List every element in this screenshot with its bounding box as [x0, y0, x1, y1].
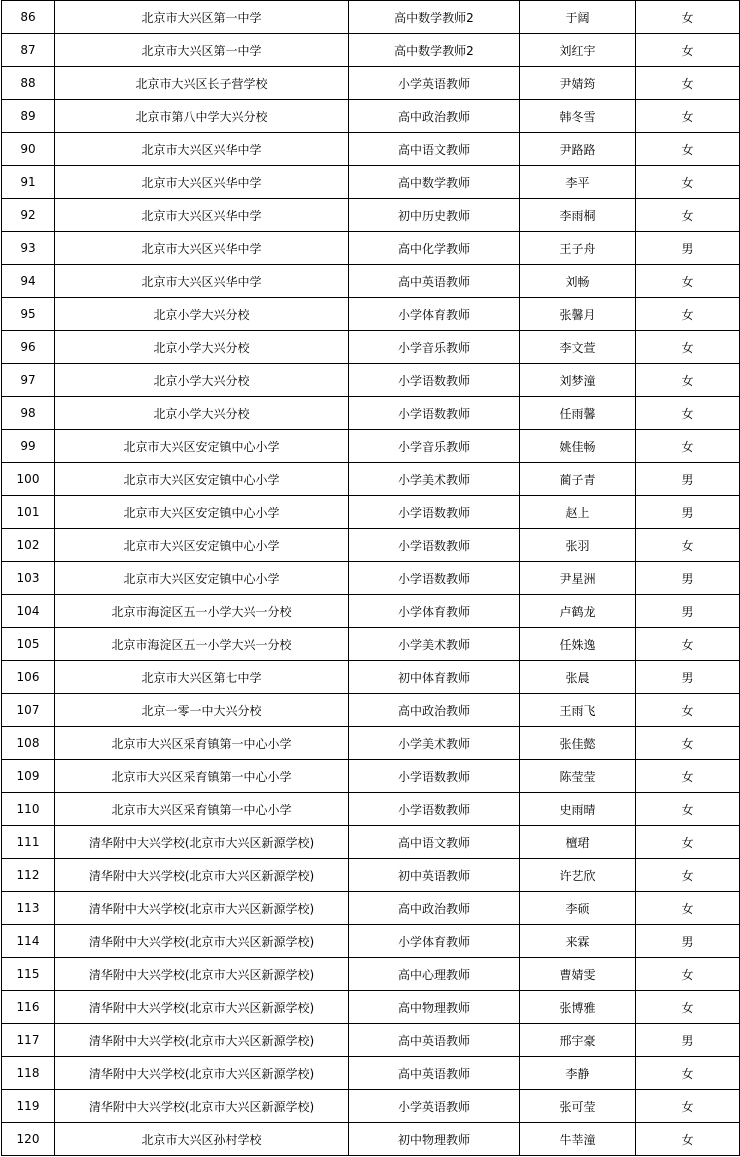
- table-row: [2, 892, 740, 925]
- table-row: [2, 199, 740, 232]
- gender-cell: 女: [636, 397, 740, 430]
- name-cell: 张可莹: [520, 1090, 636, 1123]
- gender-cell: 女: [636, 265, 740, 298]
- row-number-cell: 115: [2, 958, 55, 991]
- school-cell: 北京小学大兴分校: [55, 364, 349, 397]
- name-cell: 刘梦潼: [520, 364, 636, 397]
- name-cell: 赵上: [520, 496, 636, 529]
- name-cell: 张晨: [520, 661, 636, 694]
- gender-cell: 男: [636, 463, 740, 496]
- name-cell: 张羽: [520, 529, 636, 562]
- row-number-cell: 108: [2, 727, 55, 760]
- position-cell: 小学英语教师: [349, 67, 520, 100]
- gender-cell: 女: [636, 793, 740, 826]
- name-cell: 王子舟: [520, 232, 636, 265]
- row-number-cell: 110: [2, 793, 55, 826]
- gender-cell: 女: [636, 430, 740, 463]
- position-cell: 小学语数教师: [349, 793, 520, 826]
- name-cell: 李硕: [520, 892, 636, 925]
- school-cell: 北京市大兴区第一中学: [55, 1, 349, 34]
- table-row: [2, 34, 740, 67]
- table-row: [2, 1, 740, 34]
- name-cell: 任姝逸: [520, 628, 636, 661]
- gender-cell: 女: [636, 1057, 740, 1090]
- position-cell: 高中政治教师: [349, 694, 520, 727]
- table-row: [2, 463, 740, 496]
- row-number-cell: 98: [2, 397, 55, 430]
- row-number-cell: 104: [2, 595, 55, 628]
- position-cell: 高中数学教师: [349, 166, 520, 199]
- school-cell: 北京市大兴区兴华中学: [55, 133, 349, 166]
- row-number-cell: 112: [2, 859, 55, 892]
- table-row: [2, 727, 740, 760]
- gender-cell: 女: [636, 628, 740, 661]
- gender-cell: 女: [636, 34, 740, 67]
- table-row: [2, 1123, 740, 1156]
- school-cell: 北京市第八中学大兴分校: [55, 100, 349, 133]
- table-row: [2, 166, 740, 199]
- table-row: [2, 991, 740, 1024]
- position-cell: 小学语数教师: [349, 496, 520, 529]
- name-cell: 陈莹莹: [520, 760, 636, 793]
- name-cell: 许艺欣: [520, 859, 636, 892]
- position-cell: 高中英语教师: [349, 1057, 520, 1090]
- table-row: [2, 694, 740, 727]
- gender-cell: 女: [636, 892, 740, 925]
- school-cell: 清华附中大兴学校(北京市大兴区新源学校): [55, 991, 349, 1024]
- position-cell: 小学语数教师: [349, 529, 520, 562]
- school-cell: 北京市大兴区长子营学校: [55, 67, 349, 100]
- table-row: [2, 265, 740, 298]
- name-cell: 李平: [520, 166, 636, 199]
- table-row: [2, 628, 740, 661]
- position-cell: 小学语数教师: [349, 760, 520, 793]
- school-cell: 清华附中大兴学校(北京市大兴区新源学校): [55, 859, 349, 892]
- name-cell: 李静: [520, 1057, 636, 1090]
- name-cell: 曹婧雯: [520, 958, 636, 991]
- row-number-cell: 91: [2, 166, 55, 199]
- row-number-cell: 100: [2, 463, 55, 496]
- row-number-cell: 106: [2, 661, 55, 694]
- table-row: [2, 958, 740, 991]
- gender-cell: 女: [636, 727, 740, 760]
- gender-cell: 女: [636, 1, 740, 34]
- position-cell: 初中物理教师: [349, 1123, 520, 1156]
- row-number-cell: 95: [2, 298, 55, 331]
- table-row: [2, 364, 740, 397]
- row-number-cell: 99: [2, 430, 55, 463]
- school-cell: 清华附中大兴学校(北京市大兴区新源学校): [55, 1024, 349, 1057]
- name-cell: 王雨飞: [520, 694, 636, 727]
- row-number-cell: 92: [2, 199, 55, 232]
- school-cell: 北京市大兴区安定镇中心小学: [55, 463, 349, 496]
- school-cell: 北京市大兴区安定镇中心小学: [55, 562, 349, 595]
- teacher-list-table: [1, 0, 740, 1156]
- position-cell: 高中英语教师: [349, 265, 520, 298]
- name-cell: 于阔: [520, 1, 636, 34]
- row-number-cell: 103: [2, 562, 55, 595]
- position-cell: 高中语文教师: [349, 826, 520, 859]
- name-cell: 尹婧筠: [520, 67, 636, 100]
- position-cell: 高中物理教师: [349, 991, 520, 1024]
- name-cell: 刘红宇: [520, 34, 636, 67]
- name-cell: 牛莘潼: [520, 1123, 636, 1156]
- table-row: [2, 793, 740, 826]
- school-cell: 北京市大兴区采育镇第一中心小学: [55, 727, 349, 760]
- school-cell: 北京市大兴区兴华中学: [55, 232, 349, 265]
- table-row: [2, 100, 740, 133]
- row-number-cell: 116: [2, 991, 55, 1024]
- row-number-cell: 89: [2, 100, 55, 133]
- position-cell: 小学音乐教师: [349, 331, 520, 364]
- name-cell: 尹星洲: [520, 562, 636, 595]
- gender-cell: 男: [636, 925, 740, 958]
- school-cell: 清华附中大兴学校(北京市大兴区新源学校): [55, 826, 349, 859]
- name-cell: 张佳懿: [520, 727, 636, 760]
- school-cell: 北京市大兴区采育镇第一中心小学: [55, 793, 349, 826]
- school-cell: 清华附中大兴学校(北京市大兴区新源学校): [55, 925, 349, 958]
- school-cell: 清华附中大兴学校(北京市大兴区新源学校): [55, 1090, 349, 1123]
- table-row: [2, 529, 740, 562]
- row-number-cell: 105: [2, 628, 55, 661]
- row-number-cell: 93: [2, 232, 55, 265]
- name-cell: 蔺子青: [520, 463, 636, 496]
- table-row: [2, 562, 740, 595]
- gender-cell: 女: [636, 1123, 740, 1156]
- position-cell: 高中心理教师: [349, 958, 520, 991]
- school-cell: 北京市大兴区第七中学: [55, 661, 349, 694]
- position-cell: 小学语数教师: [349, 364, 520, 397]
- row-number-cell: 86: [2, 1, 55, 34]
- position-cell: 初中历史教师: [349, 199, 520, 232]
- school-cell: 北京市大兴区孙村学校: [55, 1123, 349, 1156]
- gender-cell: 男: [636, 1024, 740, 1057]
- gender-cell: 女: [636, 826, 740, 859]
- gender-cell: 女: [636, 760, 740, 793]
- gender-cell: 女: [636, 298, 740, 331]
- table-row: [2, 925, 740, 958]
- row-number-cell: 117: [2, 1024, 55, 1057]
- school-cell: 北京市大兴区兴华中学: [55, 166, 349, 199]
- position-cell: 小学语数教师: [349, 562, 520, 595]
- school-cell: 北京市大兴区兴华中学: [55, 265, 349, 298]
- school-cell: 北京市大兴区安定镇中心小学: [55, 496, 349, 529]
- name-cell: 卢鹤龙: [520, 595, 636, 628]
- position-cell: 高中语文教师: [349, 133, 520, 166]
- name-cell: 李雨桐: [520, 199, 636, 232]
- table-body: [2, 1, 740, 1156]
- table-row: [2, 397, 740, 430]
- table-row: [2, 430, 740, 463]
- school-cell: 北京小学大兴分校: [55, 397, 349, 430]
- position-cell: 小学美术教师: [349, 463, 520, 496]
- position-cell: 小学美术教师: [349, 727, 520, 760]
- school-cell: 北京市海淀区五一小学大兴一分校: [55, 628, 349, 661]
- gender-cell: 女: [636, 67, 740, 100]
- school-cell: 清华附中大兴学校(北京市大兴区新源学校): [55, 958, 349, 991]
- name-cell: 刘畅: [520, 265, 636, 298]
- position-cell: 高中政治教师: [349, 100, 520, 133]
- school-cell: 北京一零一中大兴分校: [55, 694, 349, 727]
- row-number-cell: 114: [2, 925, 55, 958]
- school-cell: 北京市大兴区第一中学: [55, 34, 349, 67]
- gender-cell: 女: [636, 199, 740, 232]
- school-cell: 北京市大兴区安定镇中心小学: [55, 529, 349, 562]
- gender-cell: 女: [636, 694, 740, 727]
- name-cell: 李文萱: [520, 331, 636, 364]
- position-cell: 小学语数教师: [349, 397, 520, 430]
- name-cell: 张馨月: [520, 298, 636, 331]
- school-cell: 北京市大兴区安定镇中心小学: [55, 430, 349, 463]
- school-cell: 清华附中大兴学校(北京市大兴区新源学校): [55, 1057, 349, 1090]
- position-cell: 高中数学教师2: [349, 1, 520, 34]
- school-cell: 北京小学大兴分校: [55, 298, 349, 331]
- table-row: [2, 67, 740, 100]
- name-cell: 张博雅: [520, 991, 636, 1024]
- school-cell: 北京小学大兴分校: [55, 331, 349, 364]
- row-number-cell: 120: [2, 1123, 55, 1156]
- table-row: [2, 1024, 740, 1057]
- row-number-cell: 118: [2, 1057, 55, 1090]
- table-row: [2, 1057, 740, 1090]
- name-cell: 檀珺: [520, 826, 636, 859]
- row-number-cell: 111: [2, 826, 55, 859]
- gender-cell: 男: [636, 562, 740, 595]
- gender-cell: 女: [636, 100, 740, 133]
- gender-cell: 男: [636, 496, 740, 529]
- table-row: [2, 859, 740, 892]
- table-row: [2, 661, 740, 694]
- school-cell: 北京市海淀区五一小学大兴一分校: [55, 595, 349, 628]
- name-cell: 史雨晴: [520, 793, 636, 826]
- name-cell: 来霖: [520, 925, 636, 958]
- school-cell: 清华附中大兴学校(北京市大兴区新源学校): [55, 892, 349, 925]
- row-number-cell: 90: [2, 133, 55, 166]
- position-cell: 高中数学教师2: [349, 34, 520, 67]
- table-row: [2, 760, 740, 793]
- table-row: [2, 331, 740, 364]
- table-row: [2, 595, 740, 628]
- gender-cell: 女: [636, 331, 740, 364]
- position-cell: 小学美术教师: [349, 628, 520, 661]
- name-cell: 韩冬雪: [520, 100, 636, 133]
- row-number-cell: 119: [2, 1090, 55, 1123]
- row-number-cell: 113: [2, 892, 55, 925]
- row-number-cell: 96: [2, 331, 55, 364]
- row-number-cell: 107: [2, 694, 55, 727]
- row-number-cell: 87: [2, 34, 55, 67]
- table-row: [2, 232, 740, 265]
- position-cell: 初中英语教师: [349, 859, 520, 892]
- position-cell: 小学英语教师: [349, 1090, 520, 1123]
- table-row: [2, 1090, 740, 1123]
- table-row: [2, 496, 740, 529]
- table-row: [2, 298, 740, 331]
- row-number-cell: 101: [2, 496, 55, 529]
- position-cell: 小学体育教师: [349, 925, 520, 958]
- gender-cell: 男: [636, 232, 740, 265]
- name-cell: 任雨馨: [520, 397, 636, 430]
- gender-cell: 女: [636, 991, 740, 1024]
- name-cell: 尹路路: [520, 133, 636, 166]
- position-cell: 小学体育教师: [349, 298, 520, 331]
- row-number-cell: 94: [2, 265, 55, 298]
- table-row: [2, 826, 740, 859]
- gender-cell: 女: [636, 958, 740, 991]
- gender-cell: 女: [636, 859, 740, 892]
- position-cell: 初中体育教师: [349, 661, 520, 694]
- name-cell: 邢宇豪: [520, 1024, 636, 1057]
- row-number-cell: 97: [2, 364, 55, 397]
- name-cell: 姚佳畅: [520, 430, 636, 463]
- school-cell: 北京市大兴区采育镇第一中心小学: [55, 760, 349, 793]
- gender-cell: 男: [636, 661, 740, 694]
- position-cell: 小学体育教师: [349, 595, 520, 628]
- row-number-cell: 88: [2, 67, 55, 100]
- position-cell: 高中化学教师: [349, 232, 520, 265]
- table-row: [2, 133, 740, 166]
- row-number-cell: 102: [2, 529, 55, 562]
- position-cell: 小学音乐教师: [349, 430, 520, 463]
- position-cell: 高中政治教师: [349, 892, 520, 925]
- gender-cell: 女: [636, 364, 740, 397]
- gender-cell: 女: [636, 133, 740, 166]
- school-cell: 北京市大兴区兴华中学: [55, 199, 349, 232]
- gender-cell: 女: [636, 166, 740, 199]
- gender-cell: 女: [636, 529, 740, 562]
- row-number-cell: 109: [2, 760, 55, 793]
- position-cell: 高中英语教师: [349, 1024, 520, 1057]
- gender-cell: 男: [636, 595, 740, 628]
- gender-cell: 女: [636, 1090, 740, 1123]
